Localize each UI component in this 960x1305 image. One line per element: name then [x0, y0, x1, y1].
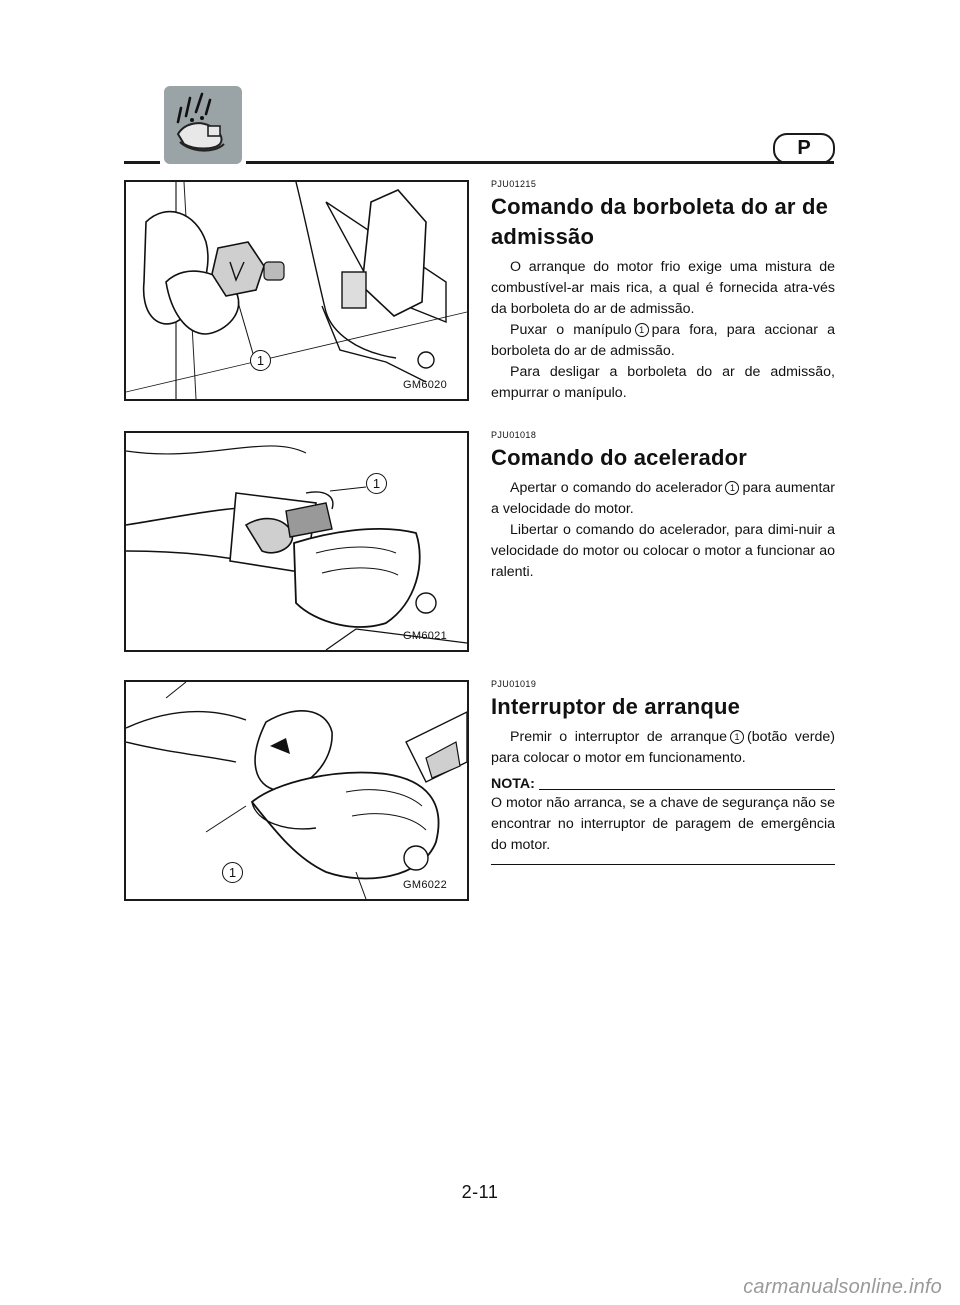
paragraph: O arranque do motor frio exige uma mistura de combustível-ar mais rica, a qual é fornecida atra-vés da borboleta do ar de admissão. — [491, 259, 835, 317]
jet-ski-rider-icon — [164, 86, 242, 164]
header-rule-right — [246, 161, 834, 164]
figure-code: GM6022 — [403, 879, 447, 891]
section-choke — [491, 179, 835, 404]
paragraph-text: Apertar o comando do acelerador — [510, 480, 723, 496]
throttle-illustration — [126, 433, 467, 650]
note-end-rule — [491, 864, 835, 865]
section-title: Comando do acelerador — [491, 445, 748, 470]
figure-callout: 1 — [366, 473, 387, 494]
callout-marker: 1 — [730, 730, 744, 744]
section-code: PJU01019 — [491, 679, 537, 689]
section-throttle — [491, 430, 835, 583]
section-code: PJU01018 — [491, 430, 537, 440]
figure-start-switch — [124, 680, 469, 901]
figure-callout: 1 — [222, 862, 243, 883]
paragraph: Para desligar a borboleta do ar de admissão, empurrar o manípulo. — [491, 364, 835, 401]
section-code: PJU01215 — [491, 179, 537, 189]
start-switch-illustration — [126, 682, 467, 899]
figure-throttle-lever — [124, 431, 469, 652]
figure-callout: 1 — [250, 350, 271, 371]
choke-illustration — [126, 182, 467, 399]
paragraph — [491, 478, 835, 520]
page-number: 2-11 — [461, 1182, 499, 1202]
paragraph-text: (botão verde) para colocar o motor em funcionamento. — [491, 729, 835, 766]
note-header — [491, 775, 835, 793]
paragraph: Libertar o comando do acelerador, para dimi-nuir a velocidade do motor ou colocar o motor a funcionar ao ralenti. — [491, 522, 835, 580]
watermark: carmanualsonline.info — [743, 1276, 942, 1298]
note-rule — [539, 789, 835, 790]
figure-choke-knob — [124, 180, 469, 401]
callout-marker: 1 — [635, 323, 649, 337]
section-title — [491, 192, 835, 252]
paragraph-text: para fora, para accionar a borboleta do ar de admissão. — [491, 322, 836, 359]
paragraph — [491, 727, 835, 769]
figure-code: GM6021 — [403, 630, 447, 642]
section-start-switch — [491, 679, 835, 865]
section-title-line2: admissão — [491, 224, 595, 249]
section-title: Interruptor de arranque — [491, 694, 741, 719]
header-rule-left — [124, 161, 160, 164]
paragraph-text: para aumentar a velocidade do motor. — [491, 480, 835, 517]
paragraph — [491, 320, 835, 362]
section-title-line1: Comando da borboleta do ar de — [491, 194, 829, 219]
note-text: O motor não arranca, se a chave de segurança não se encontrar no interruptor de paragem de emergência do motor. — [491, 795, 835, 853]
note-label: NOTA: — [491, 776, 535, 792]
callout-marker: 1 — [725, 481, 739, 495]
figure-code: GM6020 — [403, 379, 447, 391]
language-badge: P — [773, 133, 835, 164]
paragraph-text: Puxar o manípulo — [510, 322, 632, 338]
paragraph-text: Premir o interruptor de arranque — [510, 729, 728, 745]
